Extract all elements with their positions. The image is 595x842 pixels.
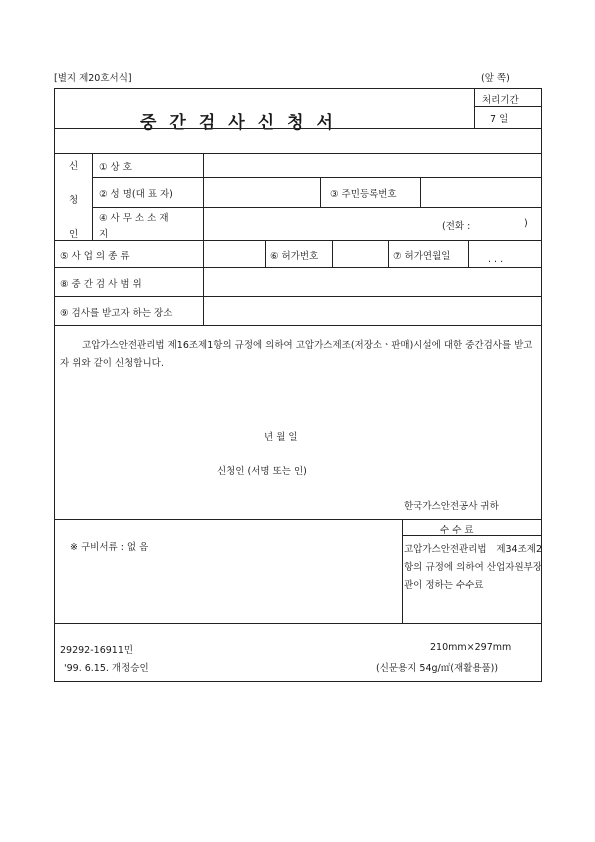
form-title: 중간검사신청서 — [140, 113, 346, 133]
permit-date-label: ⑦ 허가연월일 — [393, 251, 451, 262]
phone-label: (전화 : — [442, 221, 471, 232]
business-type-label: ⑤ 사 업 의 종 류 — [60, 251, 130, 262]
representative-label: ② 성 명(대 표 자) — [99, 189, 173, 200]
paper-type: (신문용지 54g/㎡(재활용품)) — [376, 663, 499, 674]
required-documents: ※ 구비서류 : 없 음 — [70, 542, 149, 553]
form-code: 29292-16911민 — [60, 645, 134, 656]
permit-date-field[interactable]: . . . — [488, 254, 504, 265]
applicant-group-char-3: 인 — [69, 229, 79, 240]
recipient: 한국가스안전공사 귀하 — [404, 501, 499, 512]
inspection-place-label: ⑨ 검사를 받고자 하는 장소 — [60, 308, 173, 319]
approval-date: '99. 6.15. 개정승인 — [64, 663, 149, 674]
applicant-group-char-2: 청 — [69, 195, 79, 206]
inspection-scope-label: ⑧ 중 간 검 사 범 위 — [60, 279, 142, 290]
resident-number-label: ③ 주민등록번호 — [330, 189, 397, 200]
applicant-signature-line: 신청인 (서명 또는 인) — [217, 466, 307, 477]
business-name-label: ① 상 호 — [99, 162, 132, 173]
fee-header: 수 수 료 — [440, 525, 474, 536]
application-statement: 고압가스안전관리법 제16조제1항의 규정에 의하여 고압가스제조(저장소ㆍ판매)시설에 대한 중간검사를 받고자 위와 같이 신청합니다. — [60, 340, 533, 369]
office-address-label-line2: 지 — [99, 229, 109, 240]
form-number: [별지 제20호서식] — [54, 73, 132, 84]
processing-period-label: 처리기간 — [482, 95, 519, 106]
side-indicator: (앞 쪽) — [481, 73, 510, 84]
paper-size: 210mm×297mm — [430, 642, 512, 653]
processing-period-value: 7 일 — [490, 114, 509, 125]
applicant-group-char-1: 신 — [69, 161, 79, 172]
office-address-label: ④ 사 무 소 소 재 — [99, 213, 169, 224]
permit-number-label: ⑥ 허가번호 — [270, 251, 319, 262]
fee-description: 고압가스안전관리법 제34조제2항의 규정에 의하여 산업자원부장관이 정하는 수수료 — [404, 544, 542, 591]
phone-close-paren: ) — [524, 218, 528, 229]
date-line: 년 월 일 — [264, 432, 298, 443]
